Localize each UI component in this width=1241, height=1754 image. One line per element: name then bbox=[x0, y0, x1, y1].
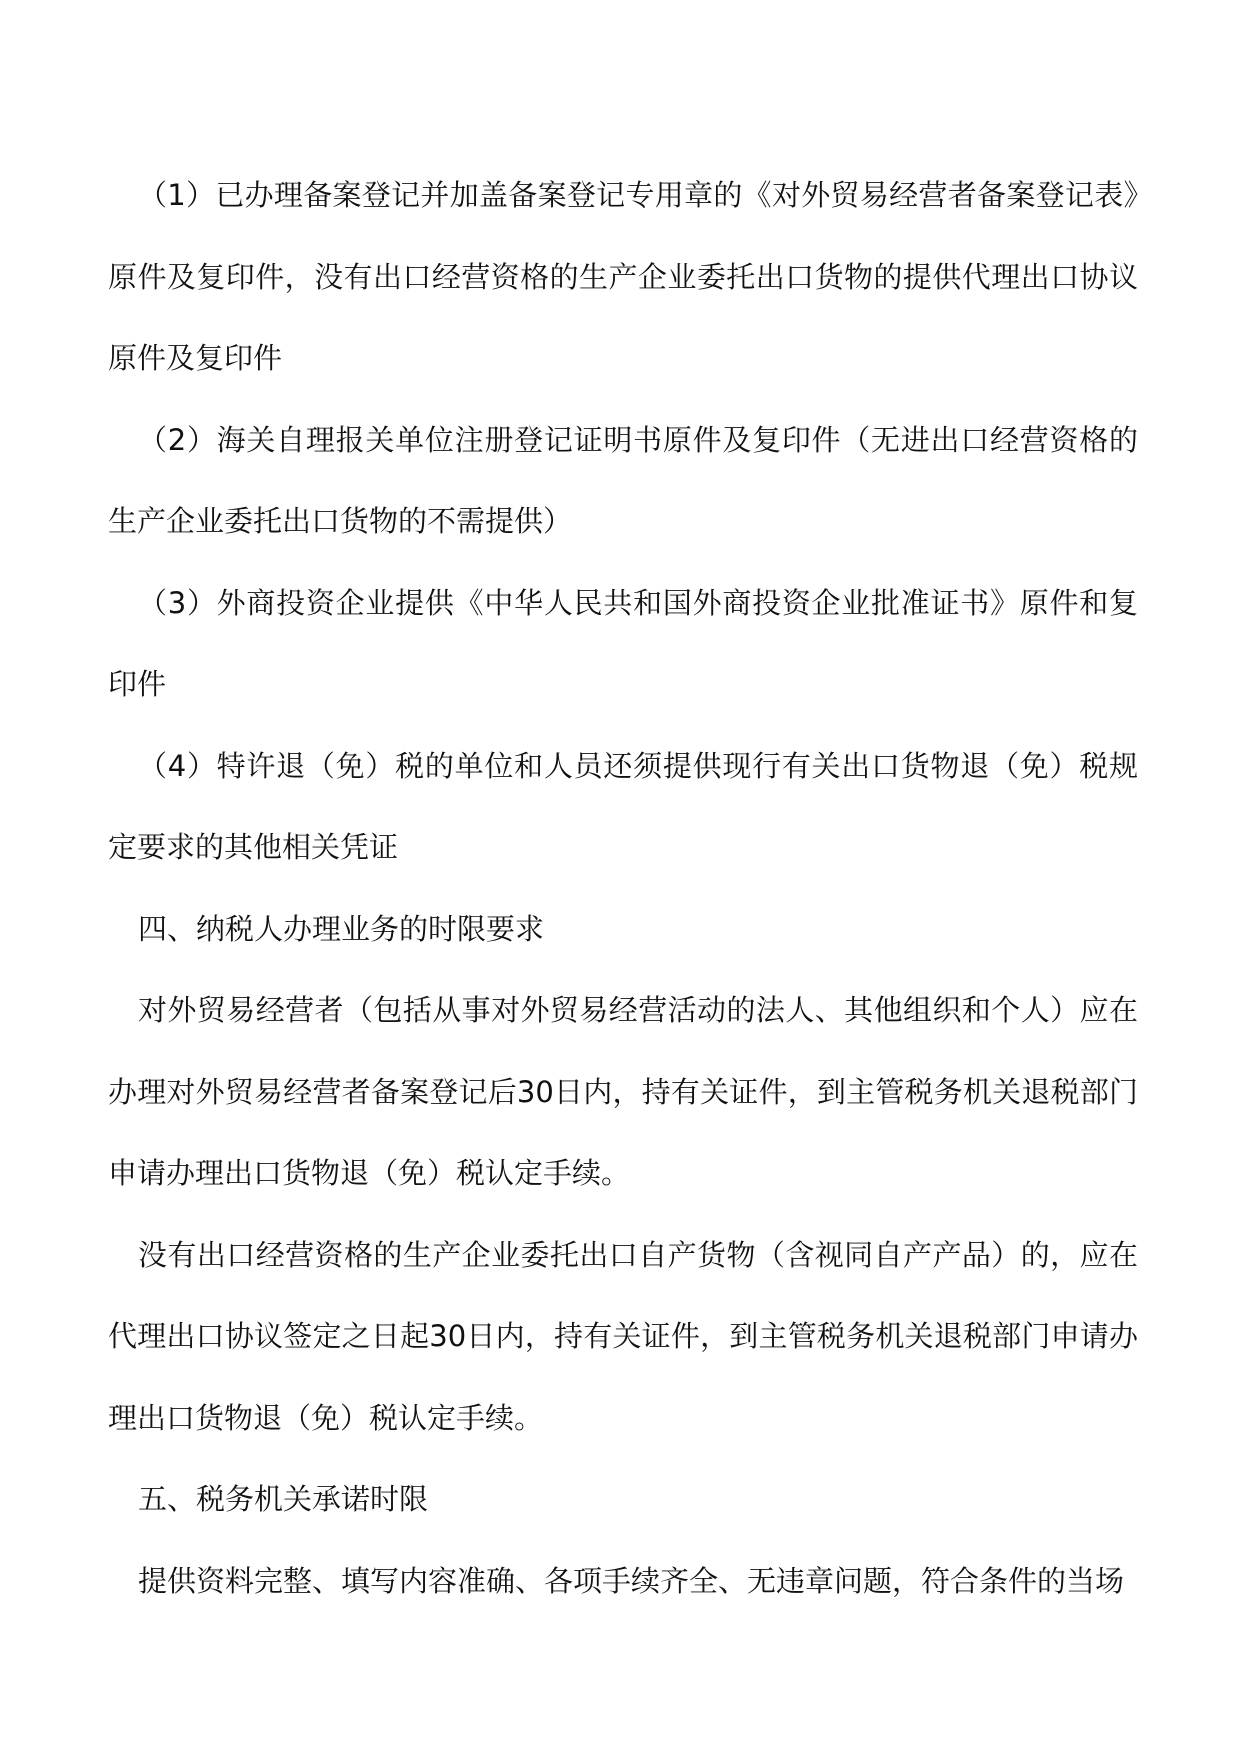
paragraph-item-2: （2）海关自理报关单位注册登记证明书原件及复印件（无进出口经营资格的生产企业委托出口货物的不需提供） bbox=[108, 422, 1138, 538]
document-body bbox=[108, 155, 1138, 1622]
paragraph-time-limit-1: 对外贸易经营者（包括从事对外贸易经营活动的法人、其他组织和个人）应在办理对外贸易经营者备案登记后30日内，持有关证件，到主管税务机关退税部门申请办理出口货物退（免）税认定手续。 bbox=[108, 993, 1138, 1190]
paragraph-item-4: （4）特许退（免）税的单位和人员还须提供现行有关出口货物退（免）税规定要求的其他相关凭证 bbox=[108, 748, 1138, 864]
paragraph-promise: 提供资料完整、填写内容准确、各项手续齐全、无违章问题，符合条件的当场 bbox=[138, 1563, 1125, 1598]
section-heading-four: 四、纳税人办理业务的时限要求 bbox=[138, 911, 545, 946]
paragraph-time-limit-2: 没有出口经营资格的生产企业委托出口自产货物（含视同自产产品）的，应在代理出口协议签定之日起30日内，持有关证件，到主管税务机关退税部门申请办理出口货物退（免）税认定手续。 bbox=[108, 1237, 1138, 1435]
section-heading-five: 五、税务机关承诺时限 bbox=[138, 1482, 429, 1516]
paragraph-item-3: （3）外商投资企业提供《中华人民共和国外商投资企业批准证书》原件和复印件 bbox=[108, 585, 1138, 701]
paragraph-item-1: （1）已办理备案登记并加盖备案登记专用章的《对外贸易经营者备案登记表》原件及复印件，没有出口经营资格的生产企业委托出口货物的提供代理出口协议原件及复印件 bbox=[108, 178, 1138, 375]
